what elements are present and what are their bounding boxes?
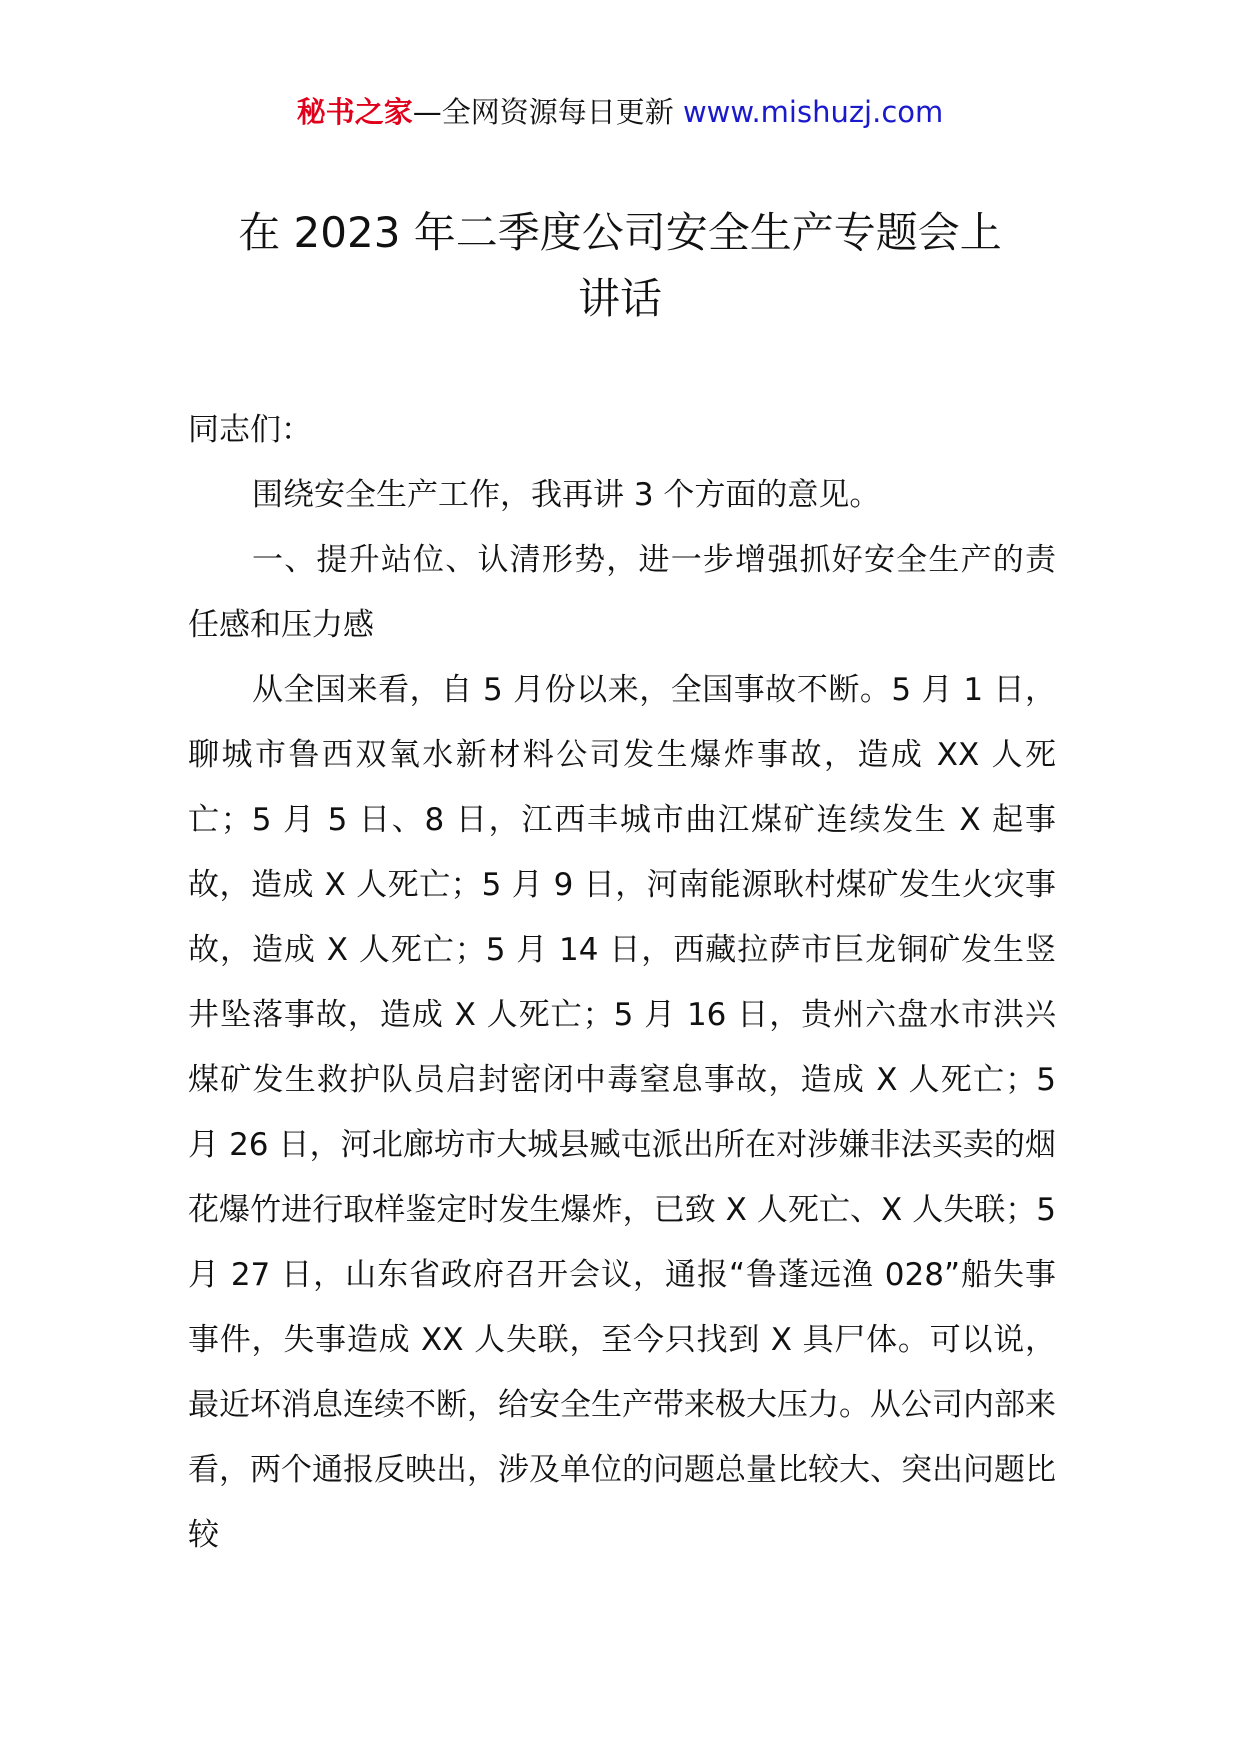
title-line-1: 在 2023 年二季度公司安全生产专题会上 (238, 208, 1002, 257)
document-title (180, 200, 1060, 332)
brand-name: 秘书之家 (296, 95, 413, 129)
document-body (188, 398, 1056, 1568)
intro-paragraph: 围绕安全生产工作，我再讲 3 个方面的意见。 (252, 477, 881, 513)
site-slogan: —全网资源每日更新 (412, 95, 674, 129)
site-url-link[interactable]: www.mishuzj.com (682, 95, 944, 129)
section-1-paragraph: 从全国来看，自 5 月份以来，全国事故不断。5 月 1 日，聊城市鲁西双氧水新材料公司发生爆炸事故，造成 XX 人死亡；5 月 5 日、8 日，江西丰城市曲江煤矿连续发生 X 起事故，造成 X 人死亡；5 月 9 日，河南能源耿村煤矿发生火灾事故，造成 X 人死亡；5 月 14 日，西藏拉萨市巨龙铜矿发生竖井坠落事故，造成 X 人死亡；5 月 16 日，贵州六盘水市洪兴煤矿发生救护队员启封密闭中毒窒息事故，造成 X 人死亡；5 月 26 日，河北廊坊市大城县臧屯派出所在对涉嫌非法买卖的烟花爆竹进行取样鉴定时发生爆炸，已致 X 人死亡、X 人失联；5 月 27 日，山东省政府召开会议，通报“鲁蓬远渔 028”船失事事件，失事造成 XX 人失联，至今只找到 X 具尸体。可以说，最近坏消息连续不断，给安全生产带来极大压力。从公司内部来看，两个通报反映出，涉及单位的问题总量比较大、突出问题比较 (188, 672, 1056, 1553)
title-line-2: 讲话 (577, 274, 662, 323)
site-header (0, 92, 1240, 132)
salutation: 同志们： (188, 412, 312, 448)
section-1-heading: 一、提升站位、认清形势，进一步增强抓好安全生产的责任感和压力感 (188, 542, 1056, 643)
